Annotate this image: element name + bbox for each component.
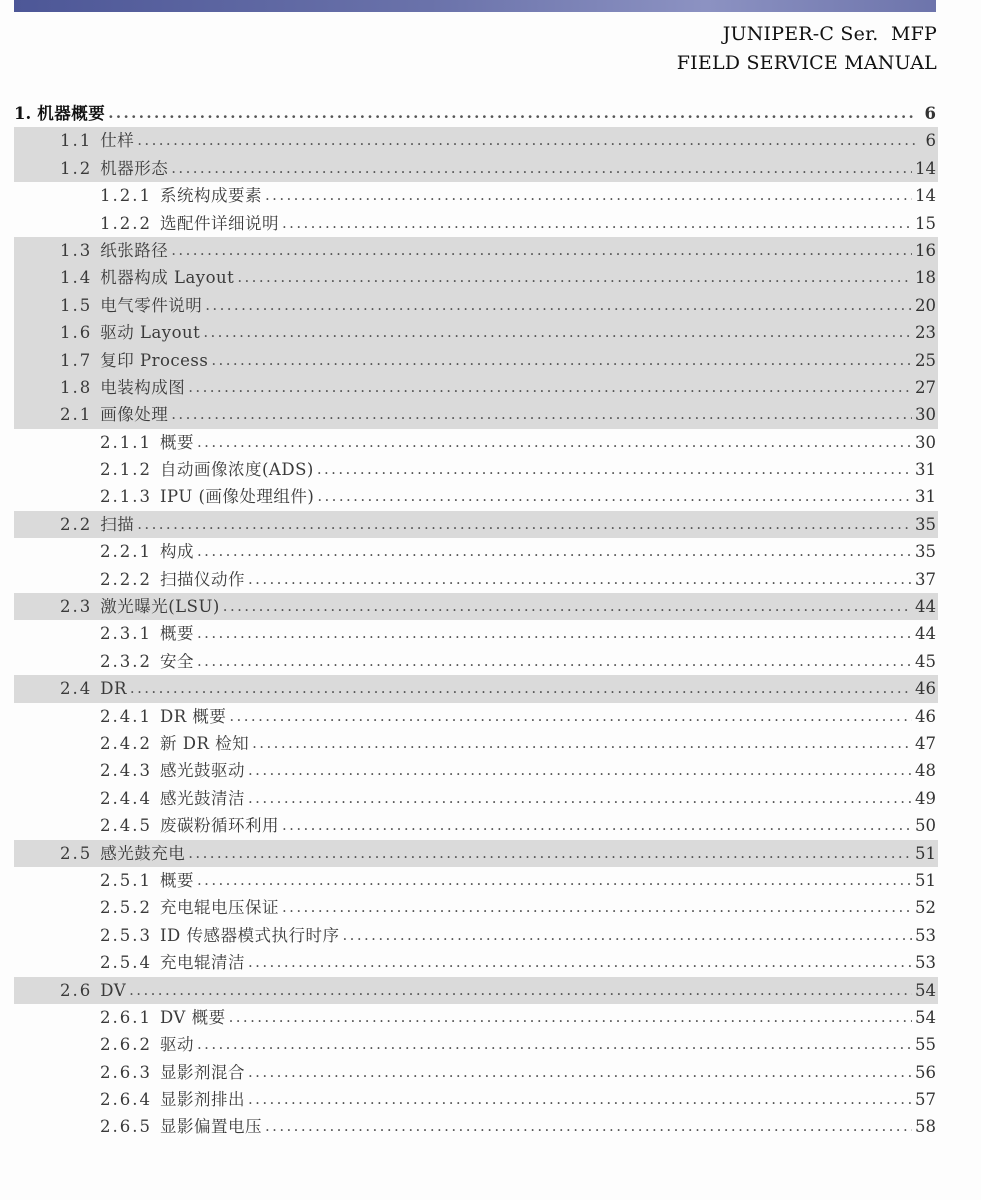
toc-entry[interactable]: [14, 1031, 938, 1058]
toc-dot-leader: [317, 456, 912, 483]
toc-entry-number: 1.2: [60, 158, 93, 178]
toc-dot-leader: [197, 1031, 912, 1058]
toc-entry[interactable]: [14, 319, 938, 346]
toc-dot-leader: [265, 182, 912, 209]
toc-entry-title: DR: [100, 679, 127, 699]
toc-entry[interactable]: [14, 456, 938, 483]
toc-entry[interactable]: [14, 401, 938, 428]
toc-entry-number: 2.6.5: [100, 1117, 152, 1137]
toc-entry-number: 2.4.2: [100, 733, 152, 753]
toc-entry[interactable]: [14, 949, 938, 976]
toc-entry-title: 显影偏置电压: [159, 1117, 262, 1137]
toc-entry-page: 57: [915, 1090, 936, 1110]
toc-entry[interactable]: [14, 757, 938, 784]
toc-entry[interactable]: [14, 1113, 938, 1140]
toc-entry-number: 2.6: [60, 980, 93, 1000]
toc-entry-title: 电装构成图: [100, 377, 186, 397]
toc-entry[interactable]: [14, 977, 938, 1004]
toc-entry-title: 驱动: [159, 1035, 194, 1055]
toc-entry-number: 2.3.2: [100, 651, 152, 671]
toc-entry[interactable]: [14, 429, 938, 456]
toc-entry-number: 2.6.2: [100, 1035, 152, 1055]
toc-entry[interactable]: [14, 703, 938, 730]
header-color-bar: [14, 0, 936, 12]
toc-entry-page: 54: [915, 980, 936, 1000]
toc-entry[interactable]: [14, 922, 938, 949]
toc-entry-page: 6: [925, 131, 936, 151]
toc-entry[interactable]: [14, 730, 938, 757]
toc-entry-title: 构成: [159, 542, 194, 562]
toc-entry-number: 1.: [14, 104, 32, 123]
toc-entry-number: 2.5.1: [100, 870, 152, 890]
toc-dot-leader: [229, 1004, 912, 1031]
toc-entry-page: 55: [915, 1035, 936, 1055]
toc-entry-page: 51: [915, 870, 936, 890]
toc-dot-leader: [188, 374, 912, 401]
toc-entry-number: 1.3: [60, 240, 93, 260]
toc-entry-page: 6: [924, 104, 936, 123]
toc-entry-page: 47: [915, 733, 936, 753]
toc-entry[interactable]: [14, 593, 938, 620]
toc-dot-leader: [129, 977, 912, 1004]
toc-entry[interactable]: [14, 100, 938, 127]
toc-entry[interactable]: [14, 894, 938, 921]
toc-entry-page: 49: [915, 788, 936, 808]
toc-dot-leader: [205, 292, 912, 319]
toc-entry-page: 53: [915, 925, 936, 945]
toc-entry-title: 安全: [159, 651, 194, 671]
toc-entry-title: 显影剂排出: [159, 1090, 245, 1110]
toc-entry-number: 2.2.1: [100, 542, 152, 562]
toc-entry-page: 52: [915, 898, 936, 918]
header-series-title: JUNIPER-C Ser. MFP: [722, 23, 937, 45]
toc-dot-leader: [197, 648, 912, 675]
toc-entry-number: 1.8: [60, 377, 93, 397]
toc-dot-leader: [248, 757, 912, 784]
toc-entry-page: 48: [915, 761, 936, 781]
toc-entry-page: 14: [915, 158, 936, 178]
toc-dot-leader: [248, 785, 912, 812]
toc-entry[interactable]: [14, 648, 938, 675]
toc-entry-title: 概要: [159, 624, 194, 644]
toc-entry[interactable]: [14, 182, 938, 209]
table-of-contents: [14, 100, 938, 1141]
toc-dot-leader: [282, 894, 912, 921]
toc-dot-leader: [197, 620, 912, 647]
toc-entry-number: 2.6.3: [100, 1062, 152, 1082]
toc-entry[interactable]: [14, 483, 938, 510]
toc-dot-leader: [171, 155, 912, 182]
toc-entry-page: 27: [915, 377, 936, 397]
toc-dot-leader: [171, 401, 912, 428]
toc-entry[interactable]: [14, 1086, 938, 1113]
toc-entry-page: 46: [915, 706, 936, 726]
toc-entry-number: 2.5.3: [100, 925, 152, 945]
toc-entry-title: 废碳粉循环利用: [159, 816, 279, 836]
toc-dot-leader: [211, 347, 912, 374]
toc-entry-number: 1.5: [60, 295, 93, 315]
toc-entry[interactable]: [14, 237, 938, 264]
toc-entry-number: 1.7: [60, 350, 93, 370]
toc-entry-page: 15: [915, 213, 936, 233]
toc-entry[interactable]: [14, 840, 938, 867]
toc-entry-title: 机器构成 Layout: [100, 268, 235, 288]
toc-entry[interactable]: [14, 1059, 938, 1086]
toc-dot-leader: [317, 483, 912, 510]
toc-dot-leader: [197, 538, 912, 565]
toc-dot-leader: [188, 840, 912, 867]
toc-dot-leader: [248, 566, 912, 593]
toc-entry-page: 50: [915, 816, 936, 836]
toc-entry-page: 45: [915, 651, 936, 671]
toc-entry-page: 44: [915, 597, 936, 617]
toc-entry-number: 1.4: [60, 268, 93, 288]
toc-entry-title: 驱动 Layout: [100, 323, 201, 343]
toc-entry-page: 35: [915, 542, 936, 562]
toc-entry-number: 1.2.1: [100, 186, 152, 206]
toc-entry-number: 1.1: [60, 131, 93, 151]
document-header: [677, 20, 937, 78]
toc-entry-title: DR 概要: [159, 706, 227, 726]
toc-entry-title: 充电辊清洁: [159, 953, 245, 973]
toc-entry-title: DV: [100, 980, 127, 1000]
toc-entry[interactable]: [14, 292, 938, 319]
toc-entry-page: 31: [915, 460, 936, 480]
toc-entry[interactable]: [14, 511, 938, 538]
toc-entry-title: 概要: [159, 432, 194, 452]
toc-entry-page: 54: [915, 1007, 936, 1027]
toc-entry-title: 机器概要: [37, 104, 106, 123]
toc-dot-leader: [282, 210, 912, 237]
toc-entry-title: ID 传感器模式执行时序: [159, 925, 340, 945]
toc-entry-page: 37: [915, 569, 936, 589]
toc-entry[interactable]: [14, 374, 938, 401]
toc-dot-leader: [282, 812, 912, 839]
toc-entry-number: 2.1.3: [100, 487, 152, 507]
toc-entry-number: 2.2: [60, 514, 93, 534]
toc-entry-title: 充电辊电压保证: [159, 898, 279, 918]
toc-entry-number: 1.2.2: [100, 213, 152, 233]
toc-entry-page: 30: [915, 432, 936, 452]
toc-entry-page: 25: [915, 350, 936, 370]
toc-entry-page: 18: [915, 268, 936, 288]
toc-entry-page: 35: [915, 514, 936, 534]
toc-dot-leader: [137, 511, 912, 538]
toc-entry-number: 2.3: [60, 597, 93, 617]
toc-entry[interactable]: [14, 785, 938, 812]
toc-entry[interactable]: [14, 264, 938, 291]
toc-entry-number: 2.6.1: [100, 1007, 152, 1027]
toc-dot-leader: [248, 1086, 912, 1113]
toc-entry-title: 自动画像浓度(ADS): [159, 460, 314, 480]
toc-entry[interactable]: [14, 347, 938, 374]
toc-entry-title: 选配件详细说明: [159, 213, 279, 233]
toc-entry-number: 2.5.4: [100, 953, 152, 973]
toc-dot-leader: [130, 675, 912, 702]
toc-entry-title: 仕样: [100, 131, 135, 151]
toc-entry-title: 感光鼓清洁: [159, 788, 245, 808]
toc-entry-title: 扫描仪动作: [159, 569, 245, 589]
toc-dot-leader: [237, 264, 912, 291]
toc-entry-number: 2.1.1: [100, 432, 152, 452]
toc-entry-number: 2.4: [60, 679, 93, 699]
toc-entry-number: 2.4.3: [100, 761, 152, 781]
toc-dot-leader: [137, 127, 915, 154]
toc-entry-title: 机器形态: [100, 158, 169, 178]
toc-entry-title: DV 概要: [159, 1007, 226, 1027]
header-manual-title: FIELD SERVICE MANUAL: [676, 52, 937, 74]
toc-dot-leader: [203, 319, 912, 346]
toc-entry-number: 2.4.4: [100, 788, 152, 808]
toc-entry-page: 31: [915, 487, 936, 507]
toc-entry-title: 系统构成要素: [159, 186, 262, 206]
toc-entry-number: 2.2.2: [100, 569, 152, 589]
toc-entry-number: 2.5: [60, 843, 93, 863]
toc-entry-title: 显影剂混合: [159, 1062, 245, 1082]
toc-entry-page: 14: [915, 186, 936, 206]
toc-entry-title: 概要: [159, 870, 194, 890]
toc-entry-page: 23: [915, 323, 936, 343]
toc-entry-page: 20: [915, 295, 936, 315]
toc-entry[interactable]: [14, 867, 938, 894]
toc-entry-title: 感光鼓充电: [100, 843, 186, 863]
toc-dot-leader: [197, 429, 912, 456]
toc-entry-page: 56: [915, 1062, 936, 1082]
toc-entry-page: 58: [915, 1117, 936, 1137]
toc-dot-leader: [252, 730, 912, 757]
toc-entry[interactable]: [14, 155, 938, 182]
toc-entry-title: 感光鼓驱动: [159, 761, 245, 781]
toc-entry[interactable]: [14, 1004, 938, 1031]
toc-entry-title: 扫描: [100, 514, 135, 534]
toc-entry[interactable]: [14, 566, 938, 593]
toc-entry-title: 复印 Process: [100, 350, 209, 370]
toc-entry-number: 2.5.2: [100, 898, 152, 918]
toc-entry-title: 新 DR 检知: [159, 733, 250, 753]
toc-entry-title: 画像处理: [100, 405, 169, 425]
toc-dot-leader: [223, 593, 912, 620]
toc-entry[interactable]: [14, 538, 938, 565]
toc-dot-leader: [248, 949, 912, 976]
toc-dot-leader: [248, 1059, 912, 1086]
toc-entry-page: 16: [915, 240, 936, 260]
toc-entry-number: 2.6.4: [100, 1090, 152, 1110]
toc-dot-leader: [108, 100, 915, 127]
toc-entry-number: 2.3.1: [100, 624, 152, 644]
toc-entry-page: 30: [915, 405, 936, 425]
toc-entry-page: 46: [915, 679, 936, 699]
toc-dot-leader: [171, 237, 912, 264]
toc-entry-number: 2.1.2: [100, 460, 152, 480]
toc-entry-number: 2.4.5: [100, 816, 152, 836]
toc-entry-number: 2.4.1: [100, 706, 152, 726]
toc-entry[interactable]: [14, 812, 938, 839]
toc-entry-number: 2.1: [60, 405, 93, 425]
toc-dot-leader: [197, 867, 912, 894]
toc-dot-leader: [229, 703, 912, 730]
toc-entry[interactable]: [14, 675, 938, 702]
toc-entry-title: 电气零件说明: [100, 295, 203, 315]
toc-entry-page: 51: [915, 843, 936, 863]
toc-entry-title: 纸张路径: [100, 240, 169, 260]
toc-entry[interactable]: [14, 127, 938, 154]
toc-entry-page: 44: [915, 624, 936, 644]
toc-entry[interactable]: [14, 210, 938, 237]
toc-entry-page: 53: [915, 953, 936, 973]
toc-entry-title: 激光曝光(LSU): [100, 597, 220, 617]
toc-dot-leader: [265, 1113, 912, 1140]
toc-entry-number: 1.6: [60, 323, 93, 343]
toc-entry-title: IPU (画像处理组件): [159, 487, 315, 507]
toc-entry[interactable]: [14, 620, 938, 647]
toc-dot-leader: [342, 922, 912, 949]
